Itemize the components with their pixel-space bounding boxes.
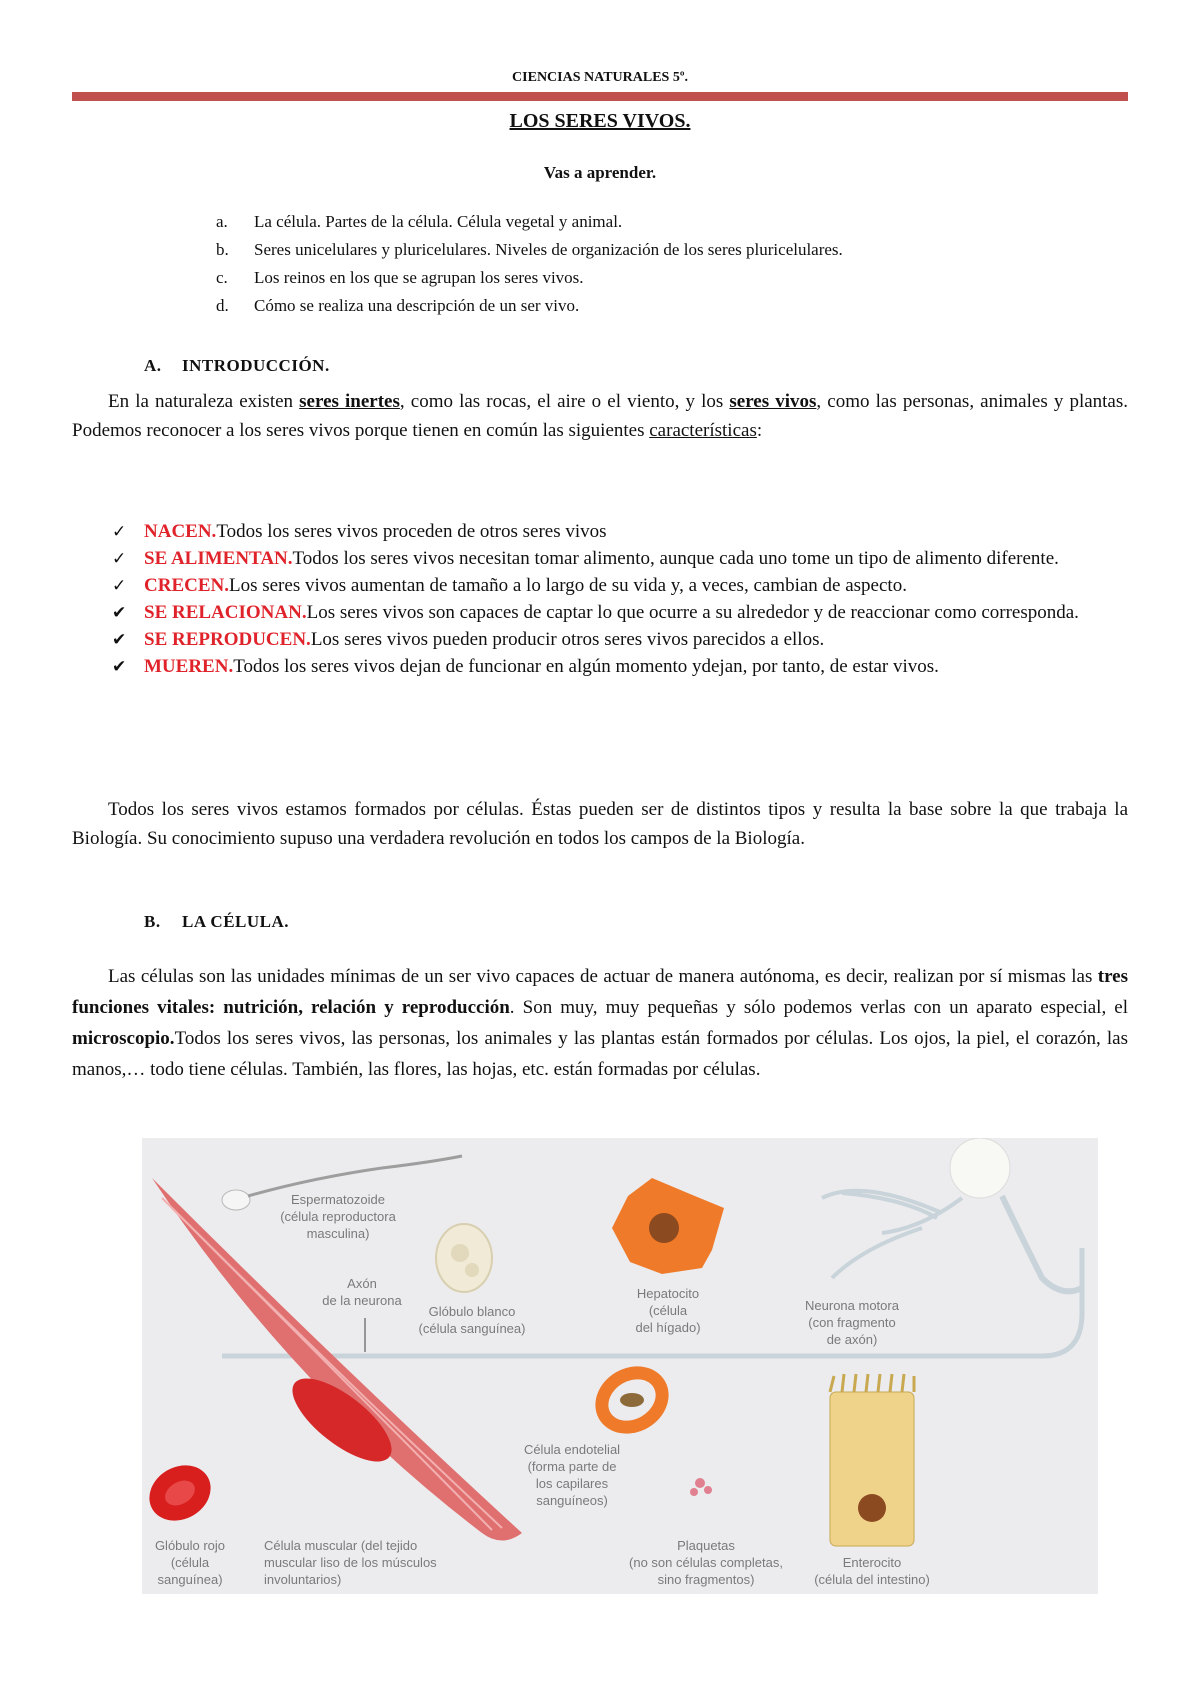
list-marker: c. [216,268,228,287]
label-neurona [805,1298,900,1347]
svg-text:Neurona motora: Neurona motora [805,1298,899,1313]
svg-text:(célula reproductora: (célula reproductora [280,1209,396,1224]
text-run: Todos los seres vivos, las personas, los animales y las plantas están formados por células. Los ojos, la piel, el corazón, las manos,… todo tiene células. También, las flores, las hojas, etc. están formadas por células. [72,1028,1128,1080]
feature-text: Los seres vivos aumentan de tamaño a lo largo de su vida y, a veces, cambian de aspecto. [228,575,907,596]
enterocyte-nucleus [858,1494,886,1522]
keyword-microscopio: microscopio. [72,1028,175,1049]
feature-text: Los seres vivos pueden producir otros seres vivos parecidos a ellos. [310,629,825,650]
svg-text:Axón: Axón [347,1276,377,1291]
cell-paragraph [72,961,1128,1085]
feature-keyword: MUEREN. [144,656,234,677]
label-enterocito [814,1555,930,1587]
label-plaquetas [629,1538,783,1587]
checkmark-icon: ✔ [112,603,127,622]
text-run: En la naturaleza existen [108,391,300,412]
keyword-caracteristicas: características [649,419,757,441]
svg-text:muscular liso de los músculos: muscular liso de los músculos [264,1555,437,1570]
checkmark-icon: ✓ [112,522,127,541]
header-rule [72,92,1128,101]
page-subtitle: Vas a aprender. [543,163,657,182]
label-endotelial [524,1442,620,1508]
platelet-shape [695,1478,705,1488]
section-marker: A. [144,356,162,375]
feature-keyword: CRECEN. [144,575,229,596]
course-header: CIENCIAS NATURALES 5º. [512,70,688,85]
svg-text:(célula del intestino): (célula del intestino) [814,1572,930,1587]
svg-text:Espermatozoide: Espermatozoide [291,1192,385,1207]
closing-paragraph [72,796,1128,853]
learning-goals-list [216,212,843,324]
text-run: , como las rocas, el aire o el viento, y los [399,391,730,412]
list-marker: a. [216,212,228,231]
label-globulo-blanco [419,1304,526,1336]
label-globulo-rojo [155,1538,225,1587]
list-item [112,545,1128,572]
section-a-heading [144,356,330,376]
list-marker: b. [216,240,229,259]
keyword-seres-vivos: seres vivos [729,391,817,412]
text-run: , como las personas, animales y plantas. Podemos reconocer a los seres vivos porque tienen en común las siguientes [72,391,1129,441]
svg-text:sino fragmentos): sino fragmentos) [657,1572,755,1587]
section-title: LA CÉLULA. [182,912,290,931]
svg-text:del hígado): del hígado) [635,1320,701,1335]
checkmark-icon: ✔ [112,630,127,649]
list-item [112,653,1128,680]
svg-text:masculina): masculina) [306,1226,370,1241]
svg-text:Célula muscular (del tejido: Célula muscular (del tejido [264,1538,418,1553]
enterocyte-shape [830,1392,914,1546]
section-title: INTRODUCCIÓN. [182,356,330,375]
text-run: Todos los seres vivos estamos formados por células. Éstas pueden ser de distintos tipos y resulta la base sobre la que trabaja la Biología. Su conocimiento supuso una verdadera revolución en todos los campos de la Biología. [72,799,1128,849]
neuron-soma [950,1138,1010,1198]
label-muscular [264,1538,437,1587]
label-espermatozoide [280,1192,396,1241]
feature-keyword: NACEN. [144,521,217,542]
checkmark-icon: ✓ [112,549,127,568]
list-item [112,572,1128,599]
svg-text:sanguíneos): sanguíneos) [536,1493,608,1508]
checkmark-icon: ✔ [112,657,127,676]
svg-text:(célula: (célula [648,1303,688,1318]
text-run: . Son muy, muy pequeñas y sólo podemos verlas con un aparato especial, el [509,997,1128,1018]
svg-text:los capilares: los capilares [535,1476,609,1491]
svg-text:(no son células completas,: (no son células completas, [629,1555,783,1570]
label-axon [322,1276,402,1308]
svg-text:Glóbulo blanco: Glóbulo blanco [428,1304,516,1319]
neuron-dendrites [822,1191,962,1278]
feature-keyword: SE ALIMENTAN. [144,548,293,569]
list-item [216,240,843,268]
svg-text:involuntarios): involuntarios) [264,1572,342,1587]
svg-text:de la neurona: de la neurona [322,1293,402,1308]
svg-text:(célula: (célula [170,1555,210,1570]
list-item [216,296,843,324]
svg-text:Glóbulo rojo: Glóbulo rojo [154,1538,226,1553]
list-item [112,626,1128,653]
section-marker: B. [144,912,161,931]
svg-text:sanguínea): sanguínea) [157,1572,223,1587]
list-item-text: Cómo se realiza una descripción de un ser vivo. [254,296,580,315]
svg-text:(forma parte de: (forma parte de [527,1459,617,1474]
feature-keyword: SE RELACIONAN. [144,602,307,623]
svg-text:de axón): de axón) [826,1332,878,1347]
feature-keyword: SE REPRODUCEN. [144,629,311,650]
sperm-tail [248,1156,462,1196]
list-item [112,599,1128,626]
svg-text:(con fragmento: (con fragmento [808,1315,896,1330]
svg-text:Enterocito: Enterocito [842,1555,902,1570]
list-item-text: La célula. Partes de la célula. Célula vegetal y animal. [254,212,623,231]
feature-text: Los seres vivos son capaces de captar lo que ocurre a su alrededor y de reaccionar como corresponda. [306,602,1079,623]
svg-text:(célula sanguínea): (célula sanguínea) [418,1321,526,1336]
hepatocyte-nucleus [649,1213,679,1243]
checkmark-icon: ✓ [112,576,127,595]
keyword-seres-inertes: seres inertes [299,391,400,412]
list-item [216,268,843,296]
keyword-funciones-vitales: tres funciones vitales: nutrición, relación y reproducción [72,966,1128,1018]
list-item-text: Los reinos en los que se agrupan los seres vivos. [254,268,584,287]
list-item [112,518,1128,545]
cell-types-illustration [142,1138,1098,1594]
section-b-heading [144,912,289,932]
list-item [216,212,843,240]
svg-text:Hepatocito: Hepatocito [636,1286,700,1301]
text-run: Las células son las unidades mínimas de un ser vivo capaces de actuar de manera autónoma, es decir, realizan por sí mismas las [108,966,1098,987]
list-marker: d. [216,296,229,315]
feature-text: Todos los seres vivos proceden de otros seres vivos [216,521,607,542]
label-hepatocito [635,1286,700,1335]
svg-text:Plaquetas: Plaquetas [677,1538,735,1553]
characteristics-list [112,518,1128,680]
page-title: LOS SERES VIVOS. [509,110,691,132]
text-run: : [756,419,763,441]
feature-text: Todos los seres vivos dejan de funcionar en algún momento ydejan, por tanto, de estar vivos. [233,656,939,677]
svg-text:Célula endotelial: Célula endotelial [523,1442,621,1457]
intro-paragraph [72,388,1128,445]
feature-text: Todos los seres vivos necesitan tomar alimento, aunque cada uno tome un tipo de alimento diferente. [292,548,1059,569]
sperm-head [222,1190,250,1210]
list-item-text: Seres unicelulares y pluricelulares. Niveles de organización de los seres pluricelulares. [254,240,843,259]
